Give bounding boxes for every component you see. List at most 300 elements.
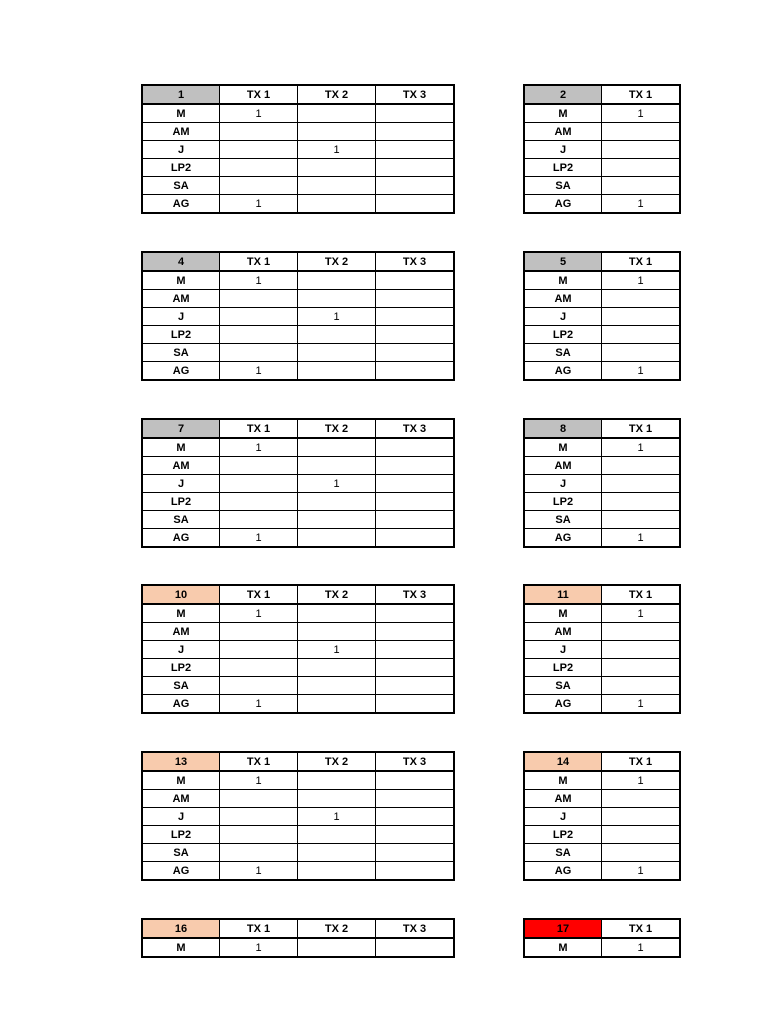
table-row (142, 104, 454, 123)
table-row (524, 844, 680, 862)
table-header-row (524, 85, 680, 104)
value-cell[interactable] (602, 141, 681, 159)
row-label-cell[interactable]: M (524, 604, 602, 623)
value-cell[interactable] (602, 308, 681, 326)
value-cell[interactable] (298, 938, 376, 957)
column-header-cell[interactable]: TX 1 (220, 419, 298, 438)
value-cell[interactable] (376, 659, 455, 677)
value-cell[interactable] (220, 159, 298, 177)
value-cell[interactable]: 1 (602, 695, 681, 714)
table-7 (141, 418, 455, 548)
value-cell[interactable] (602, 659, 681, 677)
table-row (524, 438, 680, 457)
column-header-cell[interactable]: TX 1 (220, 585, 298, 604)
row-label-cell[interactable]: AM (142, 457, 220, 475)
table-row (524, 362, 680, 381)
row-label-cell[interactable]: SA (524, 177, 602, 195)
column-header-cell[interactable]: TX 3 (376, 85, 455, 104)
value-cell[interactable] (298, 771, 376, 790)
row-label-cell[interactable]: AM (142, 790, 220, 808)
value-cell[interactable] (376, 141, 455, 159)
value-cell[interactable] (298, 695, 376, 714)
column-header-cell[interactable]: TX 2 (298, 252, 376, 271)
value-cell[interactable]: 1 (602, 862, 681, 881)
table-row (142, 790, 454, 808)
table-id-cell[interactable]: 10 (142, 585, 220, 604)
table-id-cell[interactable]: 2 (524, 85, 602, 104)
table-row (142, 695, 454, 714)
value-cell[interactable]: 1 (602, 604, 681, 623)
row-label-cell[interactable]: SA (142, 677, 220, 695)
row-label-cell[interactable]: SA (142, 511, 220, 529)
row-label-cell[interactable]: SA (524, 677, 602, 695)
row-label-cell[interactable]: M (142, 938, 220, 957)
column-header-cell[interactable]: TX 2 (298, 752, 376, 771)
table-row (142, 159, 454, 177)
row-label-cell[interactable]: LP2 (524, 826, 602, 844)
column-header-cell[interactable]: TX 3 (376, 752, 455, 771)
table-header-row (142, 585, 454, 604)
row-label-cell[interactable]: SA (524, 844, 602, 862)
value-cell[interactable] (298, 159, 376, 177)
row-label-cell[interactable]: AG (142, 529, 220, 548)
table-row (142, 862, 454, 881)
row-label-cell[interactable]: AG (524, 529, 602, 548)
row-label-cell[interactable]: AM (524, 290, 602, 308)
table-header-row (142, 252, 454, 271)
value-cell[interactable] (220, 475, 298, 493)
table-row (142, 438, 454, 457)
value-cell[interactable] (298, 790, 376, 808)
value-cell[interactable] (376, 457, 455, 475)
row-label-cell[interactable]: J (524, 641, 602, 659)
table-id-cell[interactable]: 13 (142, 752, 220, 771)
value-cell[interactable] (220, 123, 298, 141)
row-label-cell[interactable]: AG (142, 195, 220, 214)
value-cell[interactable]: 1 (298, 808, 376, 826)
table-row (142, 308, 454, 326)
table-row (142, 177, 454, 195)
column-header-cell[interactable]: TX 2 (298, 419, 376, 438)
table-header-row (142, 419, 454, 438)
value-cell[interactable] (220, 844, 298, 862)
value-cell[interactable] (376, 159, 455, 177)
table-row (142, 493, 454, 511)
value-cell[interactable] (220, 826, 298, 844)
value-cell[interactable] (602, 511, 681, 529)
row-label-cell[interactable]: LP2 (524, 659, 602, 677)
table-row (524, 326, 680, 344)
column-header-cell[interactable]: TX 1 (602, 419, 681, 438)
value-cell[interactable]: 1 (602, 771, 681, 790)
row-label-cell[interactable]: J (524, 475, 602, 493)
row-label-cell[interactable]: J (142, 641, 220, 659)
row-label-cell[interactable]: SA (524, 511, 602, 529)
value-cell[interactable] (376, 771, 455, 790)
table-id-cell[interactable]: 4 (142, 252, 220, 271)
value-cell[interactable] (602, 177, 681, 195)
row-label-cell[interactable]: SA (142, 844, 220, 862)
value-cell[interactable]: 1 (220, 695, 298, 714)
value-cell[interactable] (376, 195, 455, 214)
value-cell[interactable]: 1 (220, 104, 298, 123)
table-header-row (142, 85, 454, 104)
row-label-cell[interactable]: SA (142, 177, 220, 195)
table-row (142, 771, 454, 790)
value-cell[interactable] (602, 290, 681, 308)
value-cell[interactable] (602, 344, 681, 362)
table-row (524, 290, 680, 308)
table-8 (523, 418, 681, 548)
table-row (142, 844, 454, 862)
column-header-cell[interactable]: TX 2 (298, 919, 376, 938)
value-cell[interactable] (376, 123, 455, 141)
table-id-cell[interactable]: 11 (524, 585, 602, 604)
table-row (524, 344, 680, 362)
column-header-cell[interactable]: TX 1 (220, 252, 298, 271)
value-cell[interactable] (298, 344, 376, 362)
table-row (142, 808, 454, 826)
row-label-cell[interactable]: AG (142, 695, 220, 714)
row-label-cell[interactable]: LP2 (142, 659, 220, 677)
table-row (524, 511, 680, 529)
value-cell[interactable]: 1 (220, 529, 298, 548)
table-row (142, 529, 454, 548)
value-cell[interactable] (298, 290, 376, 308)
column-header-cell[interactable]: TX 3 (376, 252, 455, 271)
table-id-cell[interactable]: 17 (524, 919, 602, 938)
value-cell[interactable] (220, 457, 298, 475)
row-label-cell[interactable]: AG (142, 362, 220, 381)
column-header-cell[interactable]: TX 1 (602, 585, 681, 604)
value-cell[interactable] (298, 529, 376, 548)
value-cell[interactable] (220, 790, 298, 808)
table-row (142, 457, 454, 475)
value-cell[interactable] (220, 141, 298, 159)
table-id-cell[interactable]: 8 (524, 419, 602, 438)
value-cell[interactable] (298, 362, 376, 381)
column-header-cell[interactable]: TX 2 (298, 85, 376, 104)
value-cell[interactable] (376, 362, 455, 381)
value-cell[interactable] (602, 159, 681, 177)
table-row (524, 695, 680, 714)
row-label-cell[interactable]: J (524, 808, 602, 826)
value-cell[interactable] (602, 457, 681, 475)
row-label-cell[interactable]: M (142, 271, 220, 290)
value-cell[interactable]: 1 (602, 529, 681, 548)
value-cell[interactable] (298, 438, 376, 457)
value-cell[interactable]: 1 (602, 362, 681, 381)
table-row (524, 104, 680, 123)
row-label-cell[interactable]: LP2 (142, 159, 220, 177)
value-cell[interactable] (220, 308, 298, 326)
table-header-row (524, 252, 680, 271)
value-cell[interactable] (376, 677, 455, 695)
row-label-cell[interactable]: M (142, 438, 220, 457)
table-4 (141, 251, 455, 381)
value-cell[interactable]: 1 (298, 308, 376, 326)
value-cell[interactable] (220, 623, 298, 641)
table-1 (141, 84, 455, 214)
value-cell[interactable] (376, 641, 455, 659)
table-row (524, 123, 680, 141)
table-row (524, 641, 680, 659)
value-cell[interactable]: 1 (220, 271, 298, 290)
table-row (142, 623, 454, 641)
table-header-row (524, 419, 680, 438)
column-header-cell[interactable]: TX 1 (220, 85, 298, 104)
value-cell[interactable] (376, 493, 455, 511)
row-label-cell[interactable]: AG (524, 862, 602, 881)
value-cell[interactable] (376, 104, 455, 123)
value-cell[interactable]: 1 (602, 938, 681, 957)
table-13 (141, 751, 455, 881)
table-2 (523, 84, 681, 214)
table-row (524, 659, 680, 677)
row-label-cell[interactable]: LP2 (524, 159, 602, 177)
value-cell[interactable] (298, 659, 376, 677)
table-11 (523, 584, 681, 714)
row-label-cell[interactable]: M (142, 104, 220, 123)
table-row (524, 790, 680, 808)
value-cell[interactable] (298, 862, 376, 881)
value-cell[interactable] (602, 475, 681, 493)
table-row (524, 529, 680, 548)
value-cell[interactable] (298, 677, 376, 695)
column-header-cell[interactable]: TX 3 (376, 585, 455, 604)
table-row (142, 604, 454, 623)
value-cell[interactable] (220, 808, 298, 826)
row-label-cell[interactable]: J (524, 308, 602, 326)
value-cell[interactable] (298, 457, 376, 475)
value-cell[interactable] (220, 290, 298, 308)
value-cell[interactable] (602, 844, 681, 862)
value-cell[interactable] (376, 511, 455, 529)
value-cell[interactable]: 1 (220, 362, 298, 381)
table-row (524, 677, 680, 695)
table-row (524, 195, 680, 214)
row-label-cell[interactable]: LP2 (142, 826, 220, 844)
row-label-cell[interactable]: J (524, 141, 602, 159)
column-header-cell[interactable]: TX 2 (298, 585, 376, 604)
value-cell[interactable] (298, 623, 376, 641)
value-cell[interactable] (298, 826, 376, 844)
row-label-cell[interactable]: AM (142, 623, 220, 641)
value-cell[interactable] (376, 438, 455, 457)
value-cell[interactable] (298, 104, 376, 123)
table-row (524, 475, 680, 493)
value-cell[interactable]: 1 (602, 271, 681, 290)
table-row (524, 808, 680, 826)
table-row (142, 290, 454, 308)
row-label-cell[interactable]: M (524, 271, 602, 290)
value-cell[interactable] (602, 641, 681, 659)
value-cell[interactable] (298, 493, 376, 511)
value-cell[interactable] (220, 493, 298, 511)
table-id-cell[interactable]: 16 (142, 919, 220, 938)
value-cell[interactable] (602, 493, 681, 511)
table-row (524, 271, 680, 290)
row-label-cell[interactable]: M (524, 938, 602, 957)
row-label-cell[interactable]: AM (524, 790, 602, 808)
row-label-cell[interactable]: LP2 (524, 493, 602, 511)
value-cell[interactable] (602, 808, 681, 826)
column-header-cell[interactable]: TX 1 (220, 752, 298, 771)
value-cell[interactable] (602, 623, 681, 641)
value-cell[interactable] (376, 695, 455, 714)
table-id-cell[interactable]: 7 (142, 419, 220, 438)
value-cell[interactable]: 1 (602, 195, 681, 214)
table-header-row (524, 585, 680, 604)
row-label-cell[interactable]: AG (524, 195, 602, 214)
value-cell[interactable] (376, 623, 455, 641)
row-label-cell[interactable]: AM (142, 123, 220, 141)
value-cell[interactable] (376, 344, 455, 362)
row-label-cell[interactable]: M (142, 771, 220, 790)
table-row (524, 141, 680, 159)
value-cell[interactable] (298, 511, 376, 529)
table-14 (523, 751, 681, 881)
table-row (142, 659, 454, 677)
value-cell[interactable] (376, 862, 455, 881)
table-header-row (142, 752, 454, 771)
table-16 (141, 918, 455, 958)
column-header-cell[interactable]: TX 1 (602, 252, 681, 271)
table-id-cell[interactable]: 5 (524, 252, 602, 271)
value-cell[interactable] (376, 271, 455, 290)
value-cell[interactable] (220, 659, 298, 677)
row-label-cell[interactable]: M (142, 604, 220, 623)
value-cell[interactable] (602, 123, 681, 141)
column-header-cell[interactable]: TX 1 (602, 752, 681, 771)
row-label-cell[interactable]: LP2 (524, 326, 602, 344)
value-cell[interactable] (376, 808, 455, 826)
row-label-cell[interactable]: J (142, 475, 220, 493)
value-cell[interactable] (376, 790, 455, 808)
table-row (142, 326, 454, 344)
value-cell[interactable]: 1 (602, 104, 681, 123)
row-label-cell[interactable]: AG (524, 362, 602, 381)
column-header-cell[interactable]: TX 1 (602, 85, 681, 104)
row-label-cell[interactable]: SA (524, 344, 602, 362)
value-cell[interactable]: 1 (298, 141, 376, 159)
table-row (142, 938, 454, 957)
value-cell[interactable] (298, 195, 376, 214)
value-cell[interactable] (298, 604, 376, 623)
row-label-cell[interactable]: AG (142, 862, 220, 881)
table-row (142, 141, 454, 159)
value-cell[interactable] (602, 826, 681, 844)
value-cell[interactable] (376, 475, 455, 493)
row-label-cell[interactable]: AG (524, 695, 602, 714)
value-cell[interactable]: 1 (220, 938, 298, 957)
value-cell[interactable] (298, 326, 376, 344)
row-label-cell[interactable]: AM (524, 623, 602, 641)
row-label-cell[interactable]: AM (524, 123, 602, 141)
value-cell[interactable] (220, 344, 298, 362)
value-cell[interactable] (298, 123, 376, 141)
value-cell[interactable] (298, 844, 376, 862)
table-row (524, 159, 680, 177)
row-label-cell[interactable]: SA (142, 344, 220, 362)
value-cell[interactable] (602, 790, 681, 808)
value-cell[interactable] (220, 641, 298, 659)
value-cell[interactable] (220, 677, 298, 695)
value-cell[interactable] (220, 177, 298, 195)
row-label-cell[interactable]: AM (524, 457, 602, 475)
table-row (524, 771, 680, 790)
value-cell[interactable]: 1 (220, 195, 298, 214)
value-cell[interactable] (220, 511, 298, 529)
table-header-row (524, 919, 680, 938)
value-cell[interactable] (376, 529, 455, 548)
table-row (524, 604, 680, 623)
value-cell[interactable]: 1 (220, 604, 298, 623)
table-row (142, 677, 454, 695)
value-cell[interactable] (376, 308, 455, 326)
table-header-row (524, 752, 680, 771)
row-label-cell[interactable]: LP2 (142, 493, 220, 511)
row-label-cell[interactable]: M (524, 438, 602, 457)
table-row (524, 493, 680, 511)
value-cell[interactable] (376, 844, 455, 862)
table-row (524, 177, 680, 195)
row-label-cell[interactable]: J (142, 808, 220, 826)
row-label-cell[interactable]: AM (142, 290, 220, 308)
value-cell[interactable] (298, 271, 376, 290)
value-cell[interactable]: 1 (298, 475, 376, 493)
table-row (142, 195, 454, 214)
value-cell[interactable] (376, 938, 455, 957)
row-label-cell[interactable]: J (142, 308, 220, 326)
row-label-cell[interactable]: J (142, 141, 220, 159)
value-cell[interactable] (602, 677, 681, 695)
value-cell[interactable] (602, 326, 681, 344)
row-label-cell[interactable]: M (524, 104, 602, 123)
table-row (142, 826, 454, 844)
value-cell[interactable] (376, 177, 455, 195)
value-cell[interactable] (376, 290, 455, 308)
table-row (524, 457, 680, 475)
column-header-cell[interactable]: TX 3 (376, 419, 455, 438)
value-cell[interactable]: 1 (220, 771, 298, 790)
table-id-cell[interactable]: 14 (524, 752, 602, 771)
table-10 (141, 584, 455, 714)
value-cell[interactable] (376, 604, 455, 623)
table-id-cell[interactable]: 1 (142, 85, 220, 104)
table-row (142, 344, 454, 362)
value-cell[interactable]: 1 (220, 438, 298, 457)
value-cell[interactable] (376, 326, 455, 344)
row-label-cell[interactable]: M (524, 771, 602, 790)
table-header-row (142, 919, 454, 938)
column-header-cell[interactable]: TX 1 (220, 919, 298, 938)
value-cell[interactable]: 1 (602, 438, 681, 457)
value-cell[interactable]: 1 (220, 862, 298, 881)
row-label-cell[interactable]: LP2 (142, 326, 220, 344)
table-row (524, 826, 680, 844)
table-row (142, 475, 454, 493)
column-header-cell[interactable]: TX 1 (602, 919, 681, 938)
value-cell[interactable]: 1 (298, 641, 376, 659)
value-cell[interactable] (220, 326, 298, 344)
column-header-cell[interactable]: TX 3 (376, 919, 455, 938)
value-cell[interactable] (298, 177, 376, 195)
table-5 (523, 251, 681, 381)
table-row (142, 271, 454, 290)
value-cell[interactable] (376, 826, 455, 844)
table-row (142, 123, 454, 141)
